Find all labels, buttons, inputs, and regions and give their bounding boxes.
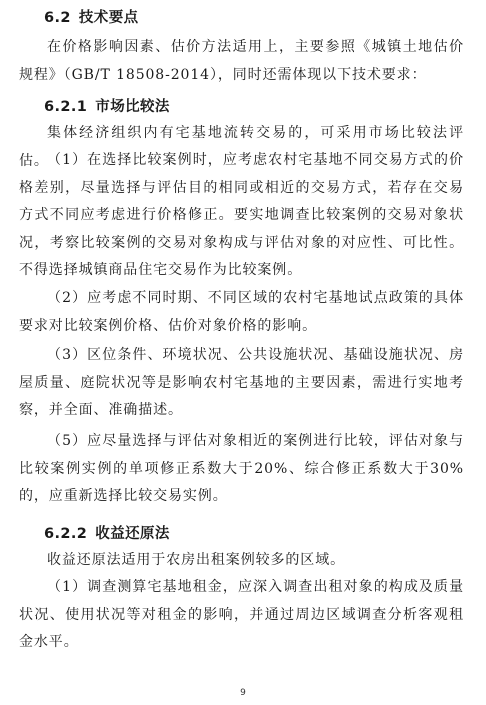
subsection-heading-market [44,95,170,116]
paragraph: （1）在选择比较案例时，应考虑农村宅基地不同交易方式的价格差别，尽量选择与评估目的相同或相近的交易方式，若存在交易方式不同应考虑进行价格修正。要实地调查比较案例的交易对象状况，考察比较案例的交易对象构成与评估对象的对应性、可比性。不得选择城镇商品住宅交易作为比较案例。 [19,152,464,278]
page-number: 9 [240,688,246,698]
paragraph: （1）调查测算宅基地租金，应深入调查出租对象的构成及质量状况、使用状况等对租金的影响，并通过周边区域调查分析客观租金水平。 [19,579,464,650]
subsection-heading-income [44,522,170,543]
paragraph: （2）应考虑不同时期、不同区域的农村宅基地试点政策的具体要求对比较案例价格、估价对象价格的影响。 [19,290,464,334]
subsection-number: 6.2.2 [44,526,88,542]
subsection-title: 收益还原法 [95,526,170,542]
section-number: 6.2 [44,10,71,26]
section-heading [44,6,139,27]
section-intro: 在价格影响因素、估价方法适用上，主要参照《城镇土地估价规程》（GB/T 18508-2014），同时还需体现以下技术要求： [19,39,464,83]
paragraph: 收益还原法适用于农房出租案例较多的区域。 [47,552,345,568]
subsection-title: 市场比较法 [95,99,170,115]
paragraph: 集体经济组织内有宅基地流转交易的，可采用市场比较法评估。 [19,125,464,169]
subsection-number: 6.2.1 [44,99,88,115]
paragraph: （5）应尽量选择与评估对象相近的案例进行比较，评估对象与比较案例实例的单项修正系数大于20%、综合修正系数大于30%的，应重新选择比较交易实例。 [19,433,464,504]
section-title: 技术要点 [78,10,139,26]
paragraph: （3）区位条件、环境状况、公共设施状况、基础设施状况、房屋质量、庭院状况等是影响农村宅基地的主要因素，需进行实地考察，并全面、准确描述。 [19,347,464,418]
